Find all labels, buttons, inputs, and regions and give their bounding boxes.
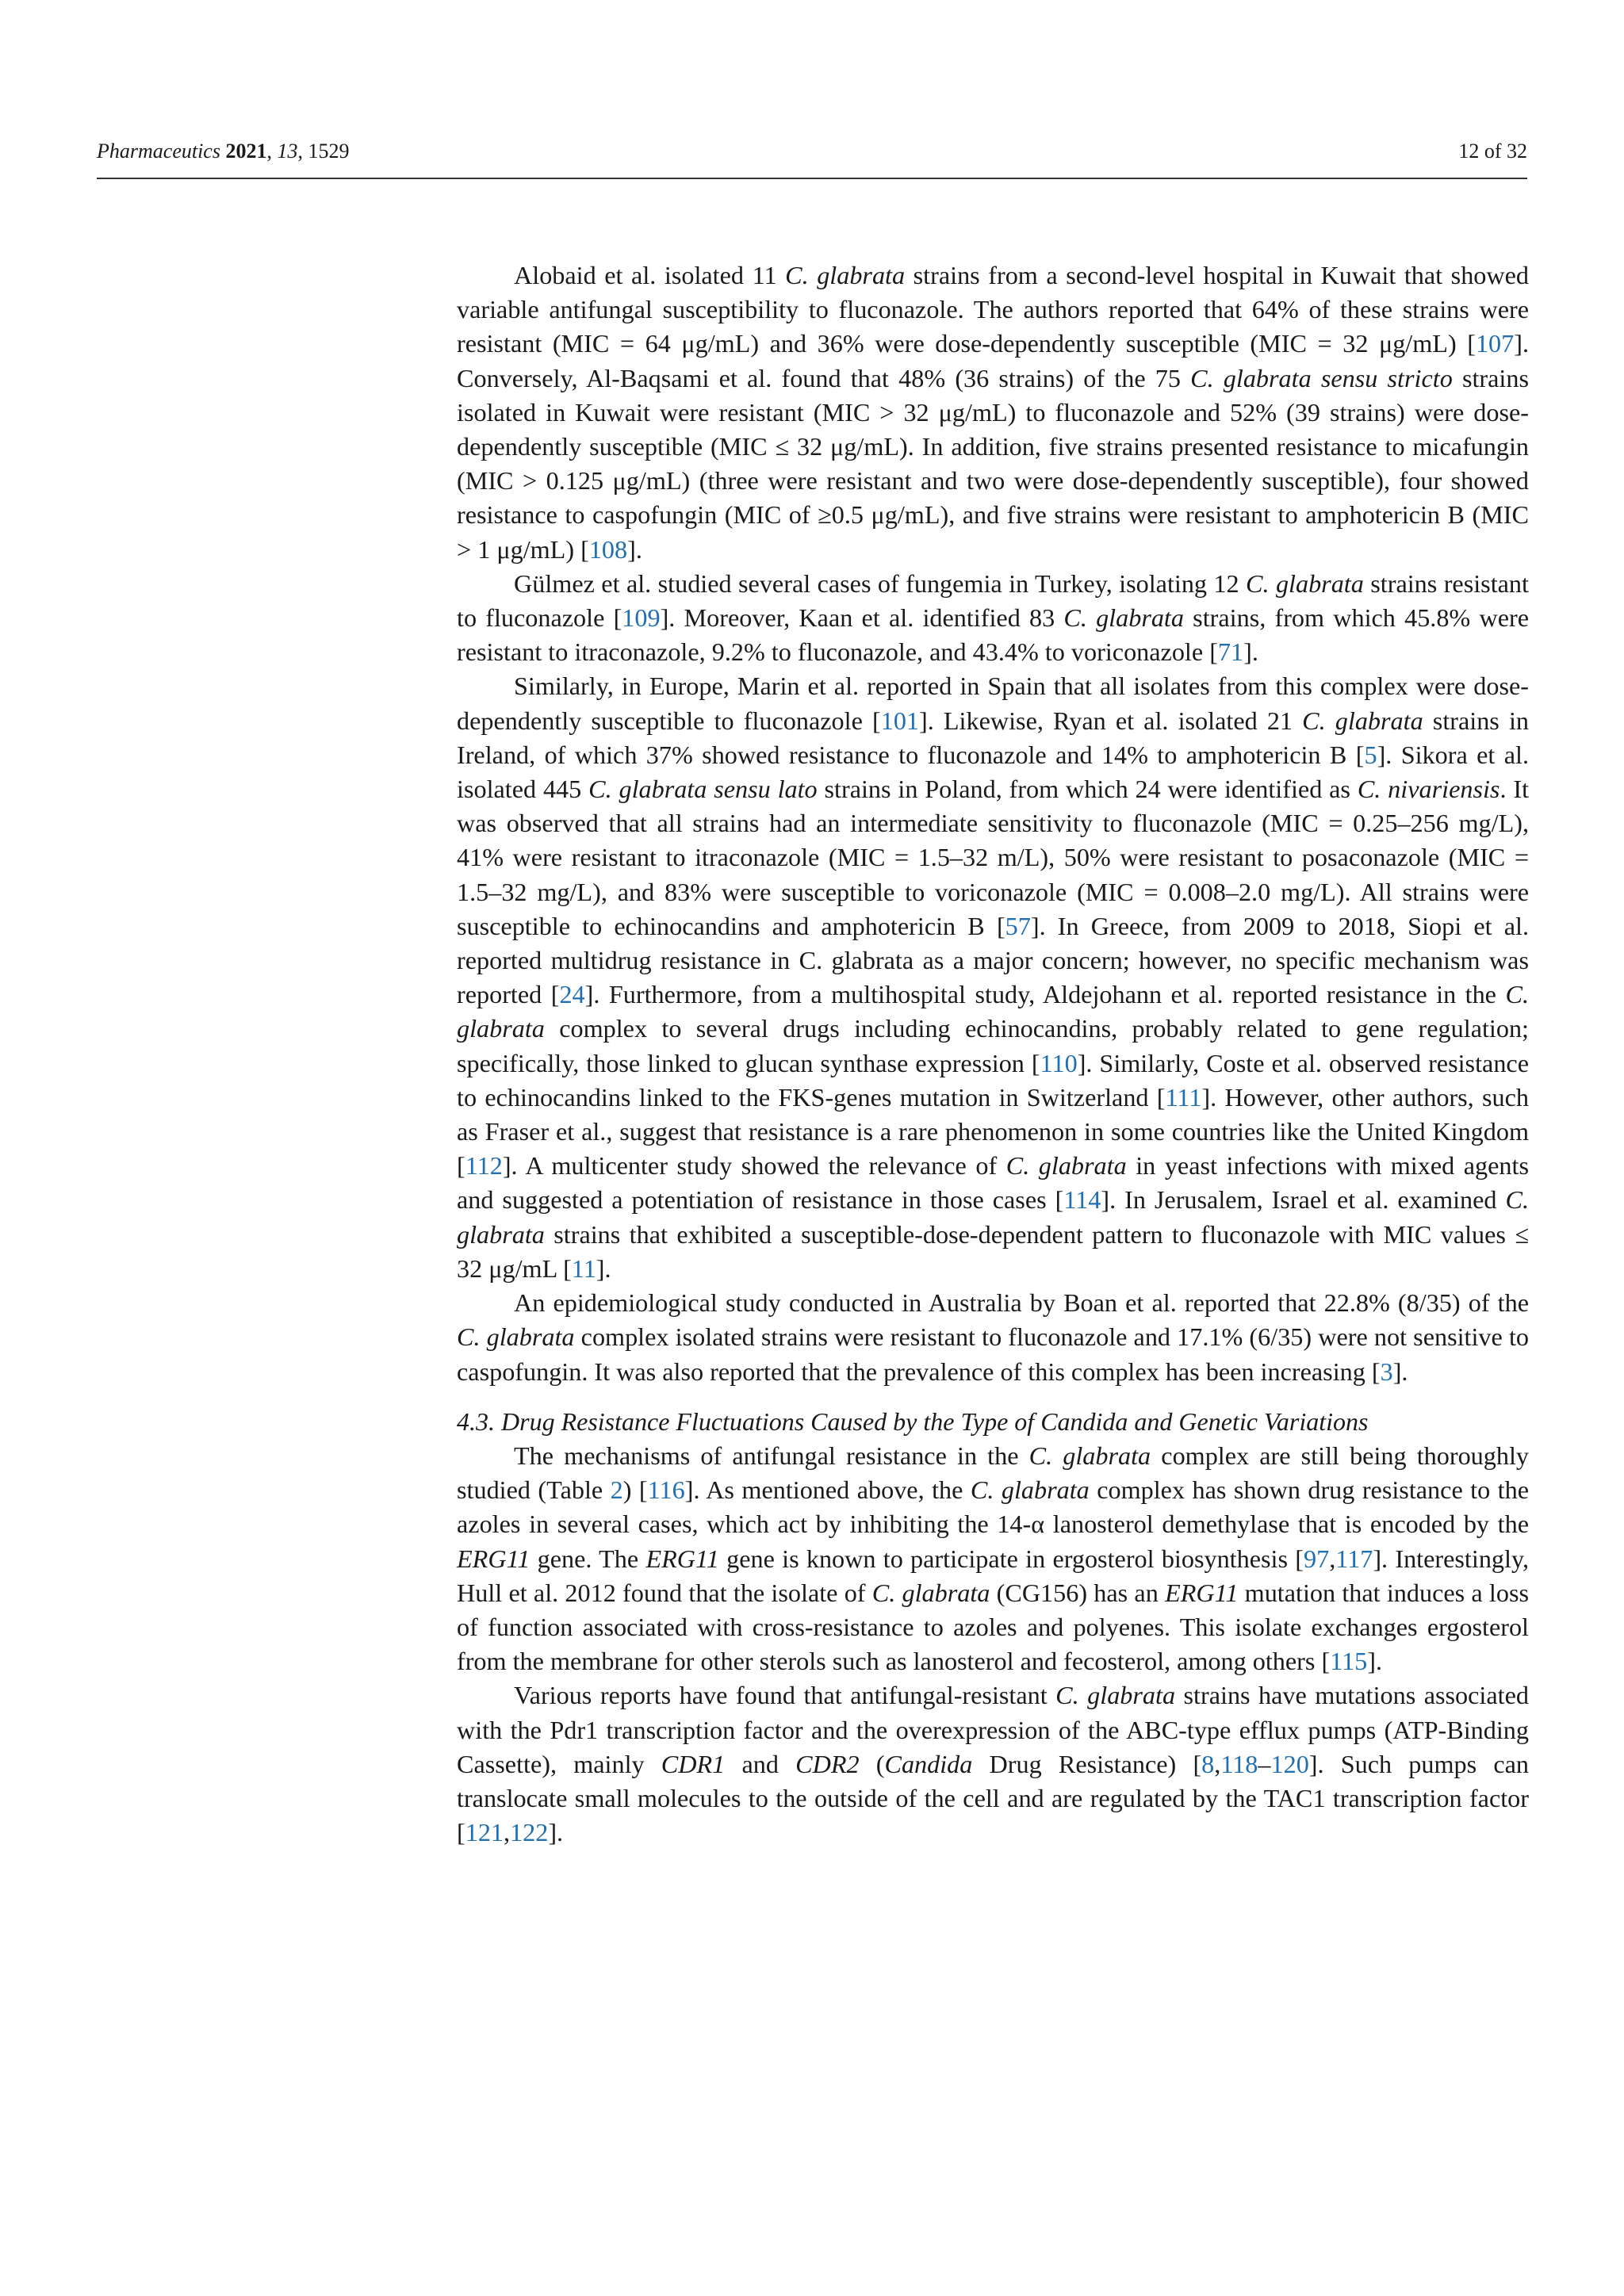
journal-volume: 13 <box>277 140 298 163</box>
text-run: strains from a second-level hospital in Kuwait that showed variable antifungal susceptibility to fluconazole. The authors reported that 64% of these strains were resistant (MIC = 64 μg/mL) and 36% were dose-dependently susceptible (MIC = 32 μg/mL) [ <box>457 261 1530 358</box>
citation-link[interactable]: 71 <box>1217 637 1244 667</box>
italic-term: C. glabrata <box>457 1322 575 1352</box>
italic-term: C. glabrata <box>1055 1681 1176 1710</box>
citation-link[interactable]: 110 <box>1040 1048 1078 1077</box>
article-body <box>457 258 1529 1850</box>
citation-link[interactable]: 111 <box>1165 1082 1202 1112</box>
italic-term: C. glabrata <box>1063 603 1184 633</box>
citation-link[interactable]: 57 <box>1005 911 1031 940</box>
text-run: Gülmez et al. studied several cases of fungemia in Turkey, isolating 12 <box>514 568 1247 598</box>
text-run: – <box>1258 1749 1271 1778</box>
text-run: ) [ <box>622 1475 648 1505</box>
text-run: ]. Likewise, Ryan et al. isolated 21 <box>919 706 1303 735</box>
citation-link[interactable]: 115 <box>1330 1647 1368 1676</box>
italic-term: C. glabrata <box>785 261 906 289</box>
page-number: 12 of 32 <box>1458 140 1527 163</box>
citation-link[interactable]: 112 <box>465 1151 503 1181</box>
italic-term: C. glabrata <box>871 1578 990 1607</box>
text-run: The mechanisms of antifungal resistance in the <box>514 1441 1029 1470</box>
text-run: ]. In Greece, from 2009 to 2018, Siopi et al. reported multidrug resistance in C. glabrata as a major concern; however, no specific mechanism was reported [ <box>457 911 1529 1009</box>
text-run: Various reports have found that antifungal-resistant <box>514 1681 1056 1710</box>
paragraph <box>457 258 1529 567</box>
text-run: complex are still being thoroughly studied (Table <box>457 1441 1529 1505</box>
text-run: strains, from which 45.8% were resistant to itraconazole, 9.2% to fluconazole, and 43.4% to voriconazole [ <box>457 603 1529 667</box>
text-run: complex has shown drug resistance to the azoles in several cases, which act by inhibiting the 14-α lanosterol demethylase that is encoded by the <box>457 1475 1530 1539</box>
text-run: strains have mutations associated with the Pdr1 transcription factor and the overexpression of the ABC-type efflux pumps (ATP-Binding Cassette), mainly <box>457 1681 1529 1778</box>
italic-term: C. glabrata <box>457 1185 1529 1249</box>
text-run: ( <box>859 1749 885 1778</box>
page-header <box>97 140 1527 179</box>
italic-term: C. nivariensis <box>1357 775 1500 804</box>
text-run: ]. <box>1243 637 1258 667</box>
text-run: complex isolated strains were resistant to fluconazole and 17.1% (6/35) were not sensitive to caspofungin. It was also reported that the prevalence of this complex has been increasing [ <box>457 1322 1529 1386</box>
text-run: ]. <box>548 1818 564 1847</box>
citation-link[interactable]: 97 <box>1304 1544 1330 1573</box>
italic-term: ERG11 <box>1165 1578 1239 1607</box>
text-run: strains in Poland, from which 24 were identified as <box>817 775 1358 804</box>
italic-term: ERG11 <box>457 1544 530 1573</box>
text-run: strains in Ireland, of which 37% showed resistance to fluconazole and 14% to amphotericin B [ <box>457 706 1529 769</box>
italic-term: C. glabrata sensu lato <box>588 775 818 804</box>
italic-term: C. glabrata <box>1302 706 1423 735</box>
italic-term: Candida <box>884 1749 973 1778</box>
paragraph <box>457 1439 1529 1678</box>
text-run: strains that exhibited a susceptible-dose-dependent pattern to fluconazole with MIC values ≤ 32 μg/mL [ <box>457 1219 1529 1283</box>
journal-year: 2021 <box>225 140 267 163</box>
paragraph <box>457 1678 1529 1850</box>
italic-term: C. glabrata <box>970 1475 1090 1505</box>
journal-name: Pharmaceutics <box>97 140 220 163</box>
text-run: Drug Resistance) [ <box>972 1749 1202 1778</box>
citation-link[interactable]: 2 <box>610 1475 623 1505</box>
text-run: ]. Sikora et al. isolated 445 <box>457 740 1529 804</box>
text-run: strains resistant to fluconazole [ <box>457 568 1529 633</box>
text-run: mutation that induces a loss of function associated with cross-resistance to azoles and polyenes. This isolate exchanges ergosterol from the membrane for other sterols such as lanosterol and fecosterol, among others [ <box>457 1578 1530 1676</box>
paragraph <box>457 567 1529 670</box>
text-run: , <box>504 1818 511 1847</box>
citation-link[interactable]: 122 <box>510 1818 549 1847</box>
text-run: ]. Such pumps can translocate small molecules to the outside of the cell and are regulated by the TAC1 transcription factor [ <box>457 1749 1529 1847</box>
text-run: ]. <box>627 534 642 564</box>
text-run: ]. Interestingly, Hull et al. 2012 found that the isolate of <box>457 1544 1529 1607</box>
text-run: ]. As mentioned above, the <box>684 1475 971 1505</box>
text-run: An epidemiological study conducted in Australia by Boan et al. reported that 22.8% (8/35) of the <box>514 1288 1529 1318</box>
citation-link[interactable]: 8 <box>1201 1749 1215 1778</box>
citation-link[interactable]: 120 <box>1270 1749 1309 1778</box>
article-number: , 1529 <box>297 140 350 163</box>
text-run: Similarly, in Europe, Marin et al. reported in Spain that all isolates from this complex were dose-dependently susceptible to fluconazole [ <box>457 672 1529 735</box>
citation-link[interactable]: 118 <box>1220 1749 1258 1778</box>
text-run: ]. A multicenter study showed the relevance of <box>502 1151 1006 1181</box>
citation-link[interactable]: 101 <box>880 706 919 735</box>
citation-link[interactable]: 5 <box>1364 740 1377 769</box>
italic-term: ERG11 <box>645 1544 719 1573</box>
citation-link[interactable]: 107 <box>1475 329 1515 358</box>
text-run: ]. <box>596 1253 611 1283</box>
citation-link[interactable]: 114 <box>1063 1185 1101 1215</box>
text-run: ]. <box>1367 1647 1383 1676</box>
text-run: . It was observed that all strains had an intermediate sensitivity to fluconazole (MIC = 0.25–256 mg/L), 41% were resistant to itraconazole (MIC = 1.5–32 m/L), 50% were resistant to posaconazole (MIC = 1.5–32 mg/L), and 83% were susceptible to voriconazole (MIC = 0.008–2.0 mg/L). All strains were susceptible to echinocandins and amphotericin B [ <box>457 775 1530 940</box>
citation-link[interactable]: 116 <box>647 1475 685 1505</box>
citation-link[interactable]: 121 <box>465 1818 504 1847</box>
text-run: gene. The <box>530 1544 646 1573</box>
text-run: complex to several drugs including echinocandins, probably related to gene regulation; specifically, those linked to glucan synthase expression [ <box>457 1014 1529 1077</box>
paragraph-group-regional-reports <box>457 258 1529 1389</box>
paragraph <box>457 669 1529 1286</box>
text-run: , <box>1214 1749 1221 1778</box>
text-run: strains isolated in Kuwait were resistant (MIC > 32 μg/mL) to fluconazole and 52% (39 strains) were dose-dependently susceptible (MIC ≤ 32 μg/mL). In addition, five strains presented resistance to micafungin (MIC > 0.125 μg/mL) (three were resistant and two were dose-dependently susceptible), four showed resistance to caspofungin (MIC of ≥0.5 μg/mL), and five strains were resistant to amphotericin B (MIC > 1 μg/mL) [ <box>457 363 1529 564</box>
paragraph-group-mechanisms <box>457 1439 1529 1850</box>
text-run: ]. In Jerusalem, Israel et al. examined <box>1101 1185 1506 1215</box>
italic-term: CDR2 <box>795 1749 860 1778</box>
italic-term: C. glabrata <box>457 980 1529 1043</box>
paragraph <box>457 1286 1529 1389</box>
text-run: ]. <box>1392 1357 1408 1386</box>
italic-term: CDR1 <box>661 1749 726 1778</box>
citation-link[interactable]: 3 <box>1380 1357 1393 1386</box>
italic-term: C. glabrata <box>1028 1441 1151 1470</box>
text-run: ]. Similarly, Coste et al. observed resistance to echinocandins linked to the FKS-genes mutation in Switzerland [ <box>457 1048 1529 1112</box>
text-run: Alobaid et al. isolated 11 <box>514 261 786 289</box>
italic-term: C. glabrata sensu stricto <box>1190 363 1453 392</box>
text-run: ]. Furthermore, from a multihospital study, Aldejohann et al. reported resistance in the <box>584 980 1506 1009</box>
citation-link[interactable]: 11 <box>571 1253 596 1283</box>
text-run: (CG156) has an <box>990 1578 1166 1607</box>
text-run: ]. Moreover, Kaan et al. identified 83 <box>660 603 1064 633</box>
italic-term: C. glabrata <box>1005 1151 1127 1181</box>
text-run: , <box>1329 1544 1336 1573</box>
italic-term: C. glabrata <box>1246 568 1364 598</box>
text-run: gene is known to participate in ergosterol biosynthesis [ <box>718 1544 1304 1573</box>
section-heading: 4.3. Drug Resistance Fluctuations Caused by the Type of Candida and Genetic Variations <box>457 1406 1369 1436</box>
citation-link[interactable]: 109 <box>622 603 661 633</box>
text-run: and <box>725 1749 796 1778</box>
text-run: ]. Conversely, Al-Baqsami et al. found that 48% (36 strains) of the 75 <box>457 329 1529 392</box>
text-run: ]. However, other authors, such as Fraser et al., suggest that resistance is a rare phenomenon in some countries like the United Kingdom [ <box>457 1082 1529 1181</box>
citation-link[interactable]: 117 <box>1335 1544 1373 1573</box>
journal-citation: Pharmaceutics 2021, 13, 1529 <box>97 140 350 163</box>
citation-link[interactable]: 24 <box>559 980 585 1009</box>
citation-link[interactable]: 108 <box>588 534 628 564</box>
text-run: in yeast infections with mixed agents and suggested a potentiation of resistance in those cases [ <box>457 1151 1529 1215</box>
